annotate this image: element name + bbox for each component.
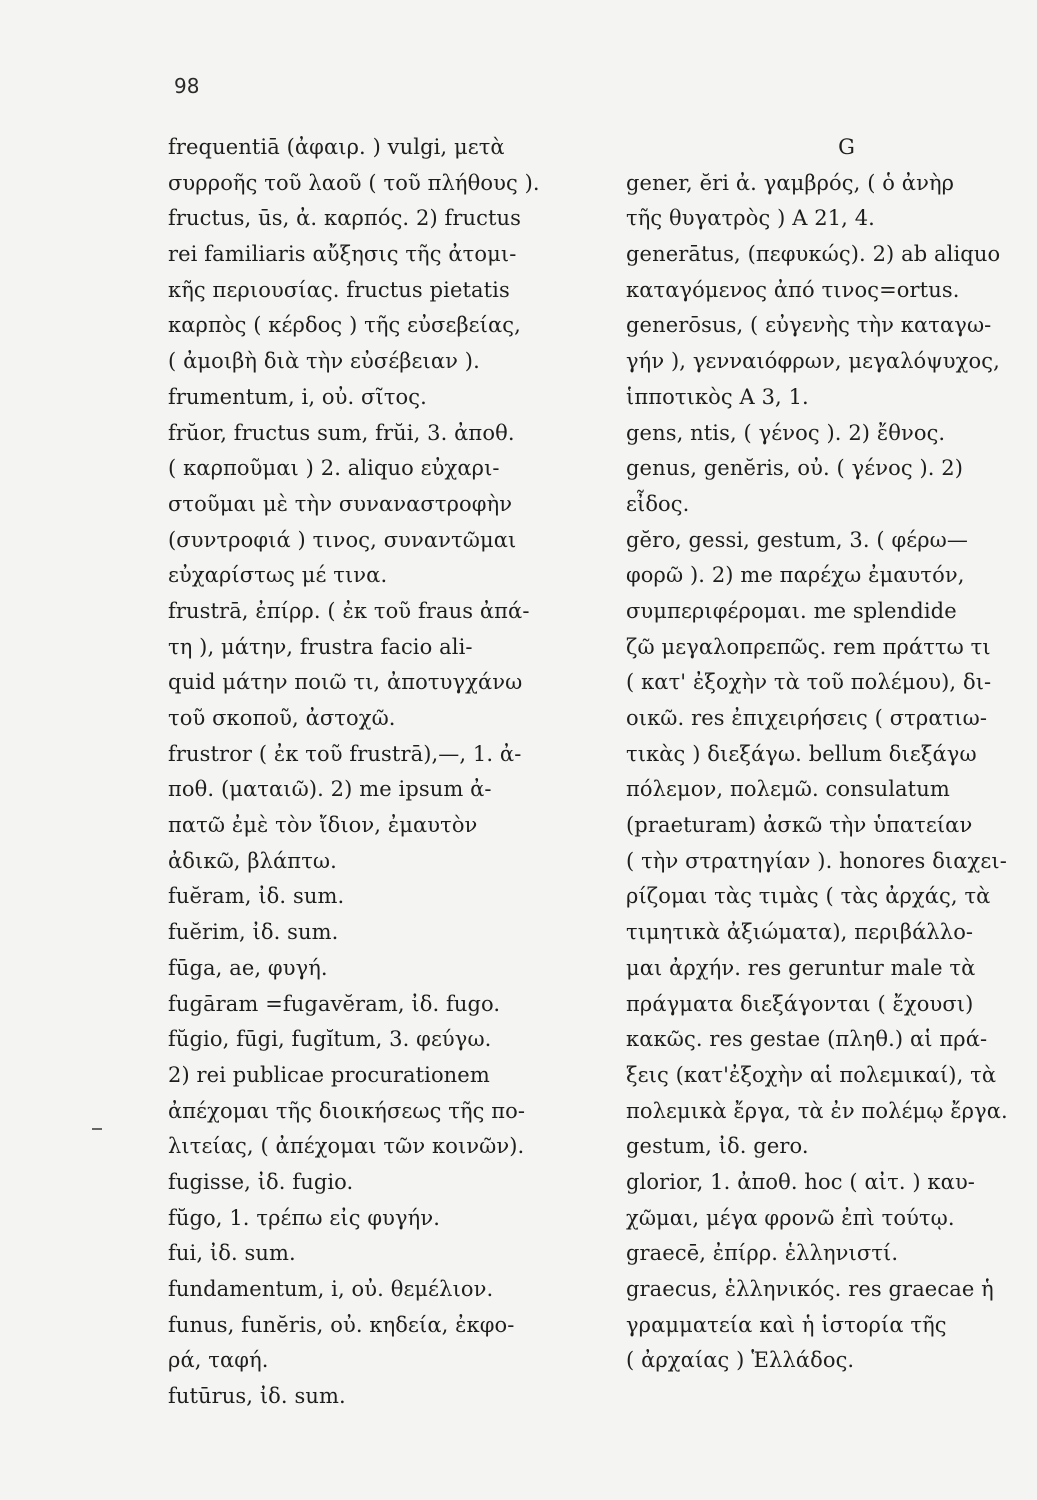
dictionary-line: glorior, 1. ἀποθ. hoc ( αἰτ. ) καυ- — [626, 1169, 976, 1194]
dictionary-line: ἀπέχομαι τῆς διοικήσεως τῆς πο- — [168, 1098, 526, 1123]
dictionary-line: generātus, (πεφυκώς). 2) ab aliquo — [626, 242, 1001, 267]
dictionary-line: εἶδος. — [626, 491, 690, 516]
dictionary-line: frequentiā (ἀφαιρ. ) vulgi, μετὰ — [168, 135, 505, 159]
dictionary-line: rei familiaris αὔξησις τῆς ἀτομι- — [168, 242, 517, 267]
dictionary-line: quid μάτην ποιῶ τι, ἀποτυγχάνω — [168, 670, 523, 695]
dictionary-line: συμπεριφέρομαι. me splendide — [626, 598, 957, 623]
dictionary-line: ( ἀμοιβὴ διὰ τὴν εὐσέβειαν ). — [168, 349, 480, 374]
dictionary-line: κακῶς. res gestae (πληθ.) αἱ πρά- — [626, 1027, 988, 1052]
dictionary-line: frustror ( ἐκ τοῦ frustrā),—, 1. ἀ- — [168, 741, 522, 766]
left-column — [168, 130, 600, 1415]
dictionary-line: χῶμαι, μέγα φρονῶ ἐπὶ τούτῳ. — [626, 1205, 955, 1230]
dictionary-line: ( ἀρχαίας ) Ἑλλάδος. — [626, 1348, 855, 1373]
dictionary-line: 2) rei publicae procurationem — [168, 1062, 490, 1087]
dictionary-line: οικῶ. res ἐπιχειρήσεις ( στρατιω- — [626, 706, 988, 730]
dictionary-line: (συντροφιά ) τινος, συναντῶμαι — [168, 527, 517, 552]
dictionary-line: μαι ἀρχήν. res geruntur male τὰ — [626, 955, 976, 980]
dictionary-line: ( καρποῦμαι ) 2. aliquo εὐχαρι- — [168, 456, 500, 481]
dictionary-line: ζῶ μεγαλοπρεπῶς. rem πράττω τι — [626, 634, 991, 659]
margin-mark — [92, 1128, 102, 1130]
dictionary-line: frŭor, fructus sum, frŭi, 3. ἀποθ. — [168, 420, 515, 445]
dictionary-line: (praeturam) ἀσκῶ τὴν ὑπατείαν — [626, 813, 973, 838]
dictionary-line: fugāram =fugavĕram, ἰδ. fugo. — [168, 991, 501, 1016]
dictionary-line: πόλεμον, πολεμῶ. consulatum — [626, 777, 950, 802]
dictionary-line: fuĕrim, ἰδ. sum. — [168, 920, 339, 945]
dictionary-line: frustrā, ἐπίρρ. ( ἐκ τοῦ fraus ἀπά- — [168, 598, 530, 623]
dictionary-line: τη ), μάτην, frustra facio ali- — [168, 634, 473, 659]
dictionary-line: τῆς θυγατρὸς ) Α 21, 4. — [626, 206, 875, 231]
dictionary-line: τικὰς ) διεξάγω. bellum διεξάγω — [626, 741, 977, 766]
dictionary-line: ρίζομαι τὰς τιμὰς ( τὰς ἀρχάς, τὰ — [626, 884, 991, 909]
dictionary-line: τιμητικὰ ἀξιώματα), περιβάλλο- — [626, 920, 974, 945]
dictionary-line: φορῶ ). 2) me παρέχω ἐμαυτόν, — [626, 563, 965, 588]
dictionary-line: graecus, ἑλληνικός. res graecae ἡ — [626, 1277, 994, 1301]
dictionary-line: ποθ. (ματαιῶ). 2) me ipsum ἀ- — [168, 777, 492, 802]
dictionary-line: πολεμικὰ ἔργα, τὰ ἐν πολέμῳ ἔργα. — [626, 1098, 1008, 1123]
dictionary-line: πράγματα διεξάγονται ( ἔχουσι) — [626, 991, 974, 1016]
dictionary-line: funus, funĕris, οὐ. κηδεία, ἐκφο- — [168, 1312, 515, 1337]
dictionary-line: ἀδικῶ, βλάπτω. — [168, 848, 337, 873]
dictionary-line: ρά, ταφή. — [168, 1348, 269, 1373]
dictionary-line: gestum, ἰδ. gero. — [626, 1134, 809, 1159]
dictionary-line: καρπὸς ( κέρδος ) τῆς εὐσεβείας, — [168, 313, 521, 338]
dictionary-line: καταγόμενος ἀπό τινος=ortus. — [626, 277, 960, 302]
dictionary-line: γήν ), γενναιόφρων, μεγαλόψυχος, — [626, 349, 1000, 374]
dictionary-line: fui, ἰδ. sum. — [168, 1241, 296, 1266]
dictionary-line: fuĕram, ἰδ. sum. — [168, 884, 345, 909]
dictionary-line: λιτείας, ( ἀπέχομαι τῶν κοινῶν). — [168, 1134, 525, 1159]
page-number: 98 — [174, 74, 200, 98]
dictionary-line: τοῦ σκοποῦ, ἀστοχῶ. — [168, 706, 396, 730]
dictionary-line: fŭgio, fūgi, fugĭtum, 3. φεύγω. — [168, 1027, 492, 1052]
dictionary-line: fundamentum, i, οὐ. θεμέλιον. — [168, 1277, 494, 1301]
dictionary-line: fūga, ae, φυγή. — [168, 955, 328, 980]
dictionary-line: fugisse, ἰδ. fugio. — [168, 1169, 354, 1194]
dictionary-line: futūrus, ἰδ. sum. — [168, 1384, 346, 1409]
dictionary-line: ἱπποτικὸς Α 3, 1. — [626, 384, 809, 409]
dictionary-line: generōsus, ( εὐγενὴς τὴν καταγω- — [626, 313, 992, 338]
dictionary-line: fŭgo, 1. τρέπω εἰς φυγήν. — [168, 1205, 440, 1230]
dictionary-line: εὐχαρίστως μέ τινα. — [168, 563, 388, 588]
dictionary-line: gens, ntis, ( γένος ). 2) ἔθνος. — [626, 420, 946, 445]
dictionary-line: frumentum, i, οὐ. σῖτος. — [168, 384, 427, 409]
dictionary-line: fructus, ūs, ἀ. καρπός. 2) fructus — [168, 206, 522, 231]
dictionary-line: ξεις (κατ'ἐξοχὴν αἱ πολεμικαί), τὰ — [626, 1062, 997, 1087]
dictionary-line: ( κατ' ἐξοχὴν τὰ τοῦ πολέμου), δι- — [626, 670, 992, 695]
dictionary-line: ( τὴν στρατηγίαν ). honores διαχει- — [626, 848, 1007, 873]
right-column — [626, 130, 1037, 1379]
dictionary-line: συρροῆς τοῦ λαοῦ ( τοῦ πλήθους ). — [168, 170, 540, 195]
dictionary-line: gĕro, gessi, gestum, 3. ( φέρω— — [626, 527, 969, 552]
dictionary-line: κῆς περιουσίας. fructus pietatis — [168, 277, 510, 302]
dictionary-line: γραμματεία καὶ ἡ ἱστορία τῆς — [626, 1312, 947, 1337]
dictionary-line: πατῶ ἐμὲ τὸν ἴδιον, ἐμαυτὸν — [168, 813, 478, 838]
dictionary-line: graecē, ἐπίρρ. ἑλληνιστί. — [626, 1241, 899, 1266]
dictionary-line: gener, ĕri ἀ. γαμβρός, ( ὁ ἀνὴρ — [626, 170, 955, 195]
letter-heading: G — [838, 135, 855, 159]
dictionary-line: genus, genĕris, οὐ. ( γένος ). 2) — [626, 456, 964, 481]
dictionary-line: στοῦμαι μὲ τὴν συναναστροφὴν — [168, 491, 513, 516]
